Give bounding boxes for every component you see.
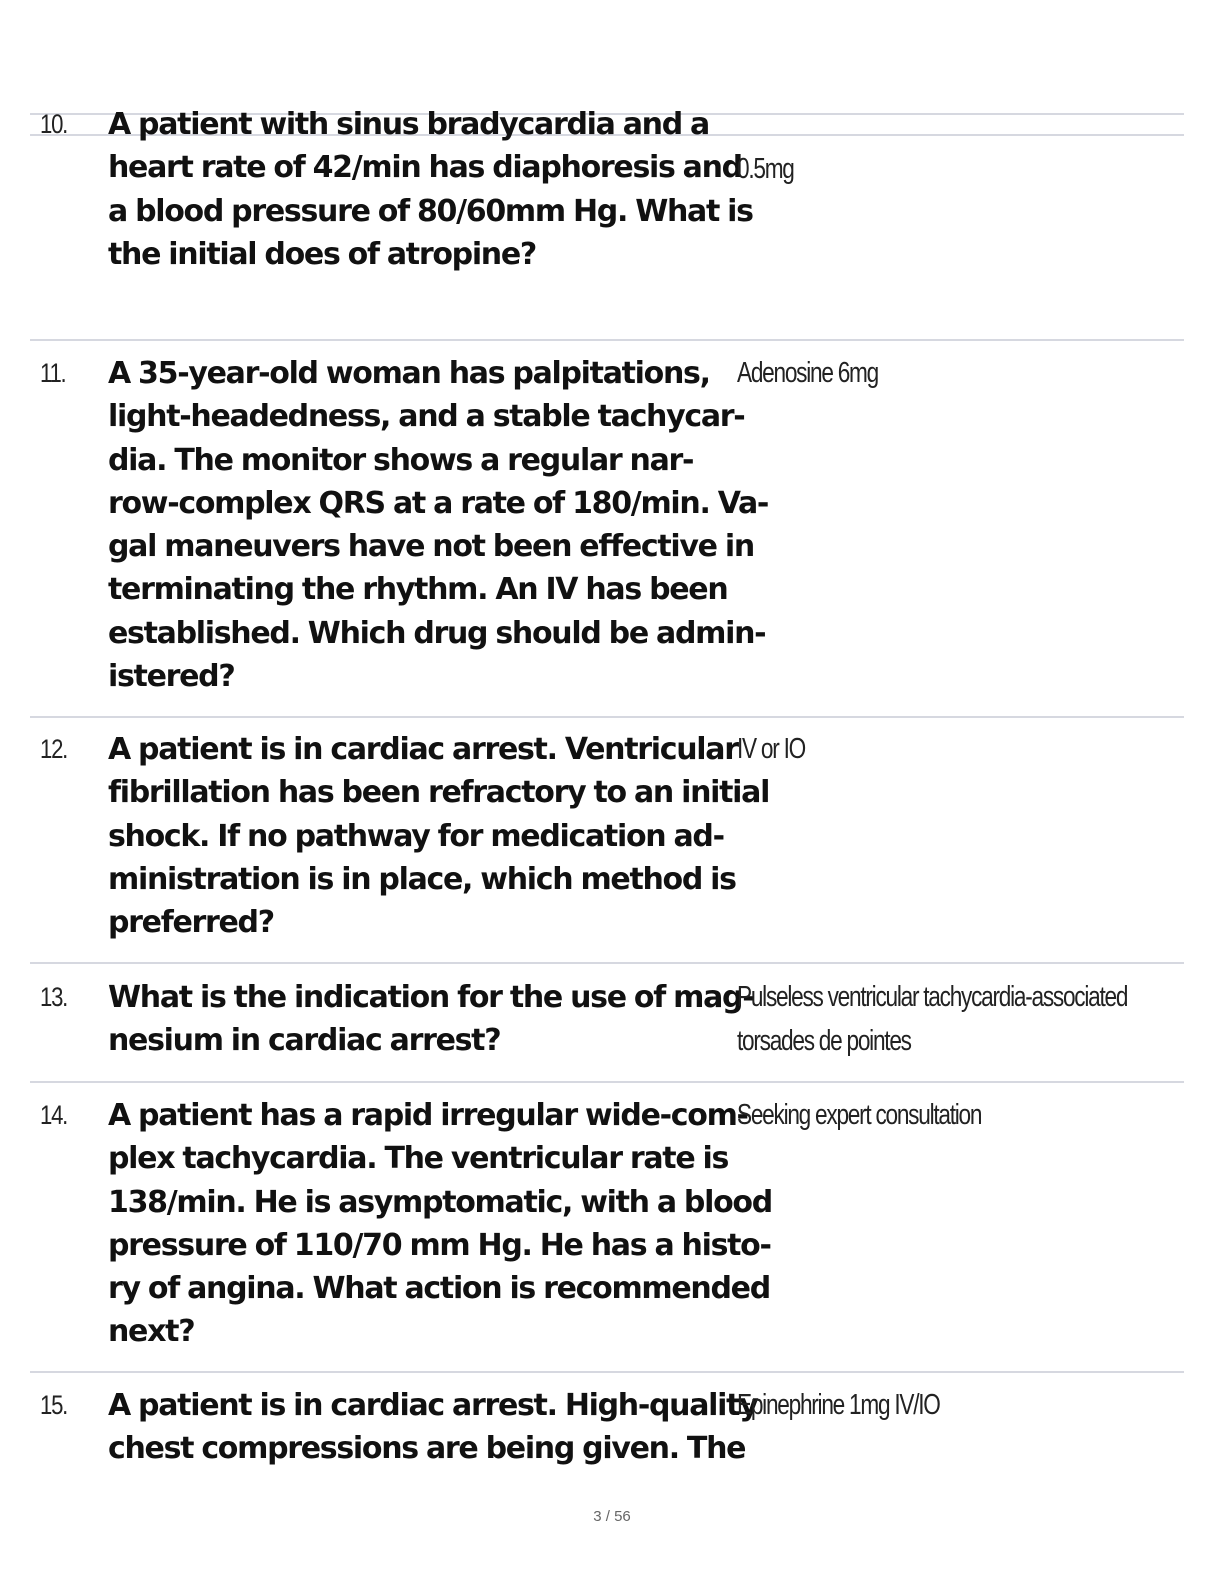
- question-line: A 35-year-old woman has palpitations,: [108, 356, 710, 391]
- question-line: A patient has a rapid irregular wide-com-: [108, 1098, 748, 1133]
- question-number: 11.: [40, 358, 66, 388]
- answer-line: Seeking expert consultation: [737, 1099, 982, 1131]
- question-number: 13.: [40, 982, 68, 1012]
- question-line: ry of angina. What action is recommended: [108, 1271, 770, 1307]
- row-divider: [30, 716, 1184, 718]
- question-number: 14.: [40, 1100, 68, 1130]
- question-line: chest compressions are being given. The: [108, 1431, 746, 1467]
- question-text: [108, 728, 770, 944]
- question-number: 15.: [40, 1390, 68, 1420]
- answer-text: [737, 352, 1174, 396]
- question-line: a blood pressure of 80/60mm Hg. What is: [108, 193, 753, 229]
- question-line: established. Which drug should be admin-: [108, 615, 766, 651]
- row-divider: [30, 962, 1184, 964]
- question-line: 138/min. He is asymptomatic, with a blood: [108, 1184, 772, 1220]
- question-text: [108, 976, 754, 1063]
- question-line: pressure of 110/70 mm Hg. He has a histo-: [108, 1227, 771, 1263]
- question-text: [108, 1384, 758, 1471]
- question-line: istered?: [108, 659, 235, 695]
- question-text: [108, 103, 753, 276]
- question-line: shock. If no pathway for medication ad-: [108, 818, 724, 854]
- answer-line: 0.5mg: [737, 153, 794, 185]
- answer-text: [737, 976, 1174, 1063]
- question-line: A patient is in cardiac arrest. Ventricular: [108, 732, 738, 767]
- answer-text: [737, 728, 1174, 772]
- page-indicator: 3 / 56: [593, 1508, 631, 1525]
- row-divider: [30, 1371, 1184, 1373]
- answer-line: Epinephrine 1mg IV/IO: [737, 1389, 940, 1421]
- question-line: light-headedness, and a stable tachycar-: [108, 399, 745, 435]
- question-text: [108, 1094, 772, 1354]
- answer-line: Adenosine 6mg: [737, 357, 878, 389]
- question-line: terminating the rhythm. An IV has been: [108, 572, 728, 608]
- answer-text: [737, 148, 1174, 192]
- answer-text: [737, 1384, 1174, 1428]
- question-number: 10.: [40, 109, 68, 139]
- question-line: ministration is in place, which method is: [108, 861, 736, 897]
- answer-line: IV or IO: [737, 733, 805, 765]
- question-line: next?: [108, 1314, 195, 1350]
- question-line: the initial does of atropine?: [108, 236, 537, 272]
- question-line: heart rate of 42/min has diaphoresis and: [108, 150, 742, 186]
- answer-line: torsades de pointes: [737, 1024, 911, 1057]
- row-divider: [30, 1081, 1184, 1083]
- row-divider: [30, 339, 1184, 341]
- question-line: A patient with sinus bradycardia and a: [108, 107, 709, 142]
- question-line: preferred?: [108, 905, 274, 941]
- answer-line: Pulseless ventricular tachycardia-associated: [737, 981, 1128, 1013]
- question-line: gal maneuvers have not been effective in: [108, 529, 754, 565]
- question-line: dia. The monitor shows a regular nar-: [108, 442, 694, 478]
- question-line: nesium in cardiac arrest?: [108, 1023, 501, 1059]
- question-line: row-complex QRS at a rate of 180/min. Va-: [108, 485, 769, 521]
- question-number: 12.: [40, 734, 68, 764]
- answer-text: [737, 1094, 1174, 1138]
- question-text: [108, 352, 769, 698]
- question-line: What is the indication for the use of mag-: [108, 980, 754, 1015]
- question-line: A patient is in cardiac arrest. High-quality: [108, 1388, 758, 1423]
- question-line: plex tachycardia. The ventricular rate is: [108, 1141, 729, 1177]
- question-line: fibrillation has been refractory to an initial: [108, 775, 770, 811]
